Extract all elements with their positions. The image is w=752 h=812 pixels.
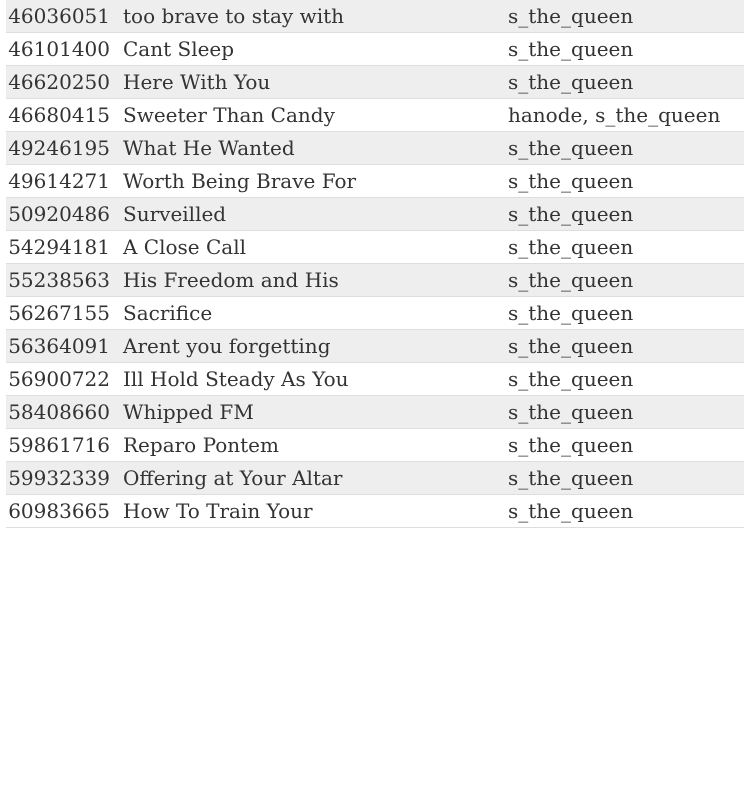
work-author: s_the_queen: [508, 70, 634, 94]
work-author: s_the_queen: [508, 136, 634, 160]
work-id: 55238563: [8, 268, 110, 292]
work-author: hanode, s_the_queen: [508, 103, 721, 127]
table-row: [6, 165, 744, 198]
table-row: [6, 297, 744, 330]
table-row: [6, 231, 744, 264]
work-id: 59861716: [8, 433, 110, 457]
work-title: What He Wanted: [123, 136, 295, 160]
table-row: [6, 33, 744, 66]
work-author: s_the_queen: [508, 37, 634, 61]
work-id: 46101400: [8, 37, 110, 61]
work-id: 50920486: [8, 202, 110, 226]
work-id: 49614271: [8, 169, 110, 193]
work-title: too brave to stay with: [123, 4, 345, 28]
works-table-body: [6, 0, 744, 528]
work-title: Ill Hold Steady As You: [123, 367, 349, 391]
work-title: Whipped FM: [123, 400, 254, 424]
work-author: s_the_queen: [508, 169, 634, 193]
work-author: s_the_queen: [508, 301, 634, 325]
work-title: Cant Sleep: [123, 37, 235, 61]
work-id: 56364091: [8, 334, 110, 358]
table-row: [6, 363, 744, 396]
work-id: 46680415: [8, 103, 110, 127]
work-id: 60983665: [8, 499, 110, 523]
table-row: [6, 198, 744, 231]
work-id: 58408660: [8, 400, 110, 424]
work-title: Sweeter Than Candy: [123, 103, 335, 127]
table-row: [6, 66, 744, 99]
work-author: s_the_queen: [508, 499, 634, 523]
table-row: [6, 99, 744, 132]
work-title: Surveilled: [123, 202, 227, 226]
table-row: [6, 396, 744, 429]
work-author: s_the_queen: [508, 433, 634, 457]
work-title: How To Train Your: [123, 499, 313, 523]
work-id: 54294181: [8, 235, 110, 259]
work-id: 56267155: [8, 301, 110, 325]
work-id: 56900722: [8, 367, 110, 391]
works-table: [6, 0, 744, 528]
work-author: s_the_queen: [508, 4, 634, 28]
work-title: Here With You: [123, 70, 271, 94]
work-title: Sacrifice: [123, 301, 213, 325]
work-author: s_the_queen: [508, 235, 634, 259]
work-author: s_the_queen: [508, 400, 634, 424]
table-row: [6, 132, 744, 165]
table-row: [6, 0, 744, 33]
table-row: [6, 429, 744, 462]
table-row: [6, 330, 744, 363]
work-author: s_the_queen: [508, 202, 634, 226]
table-row: [6, 462, 744, 495]
table-row: [6, 495, 744, 528]
work-title: A Close Call: [123, 235, 247, 259]
work-title: Arent you forgetting: [123, 334, 331, 358]
work-title: Worth Being Brave For: [123, 169, 357, 193]
work-title: His Freedom and His: [123, 268, 339, 292]
work-author: s_the_queen: [508, 334, 634, 358]
work-id: 46620250: [8, 70, 110, 94]
work-id: 46036051: [8, 4, 110, 28]
table-row: [6, 264, 744, 297]
work-author: s_the_queen: [508, 466, 634, 490]
work-author: s_the_queen: [508, 268, 634, 292]
work-id: 49246195: [8, 136, 110, 160]
work-title: Reparo Pontem: [123, 433, 279, 457]
work-title: Offering at Your Altar: [123, 466, 343, 490]
work-author: s_the_queen: [508, 367, 634, 391]
work-id: 59932339: [8, 466, 110, 490]
